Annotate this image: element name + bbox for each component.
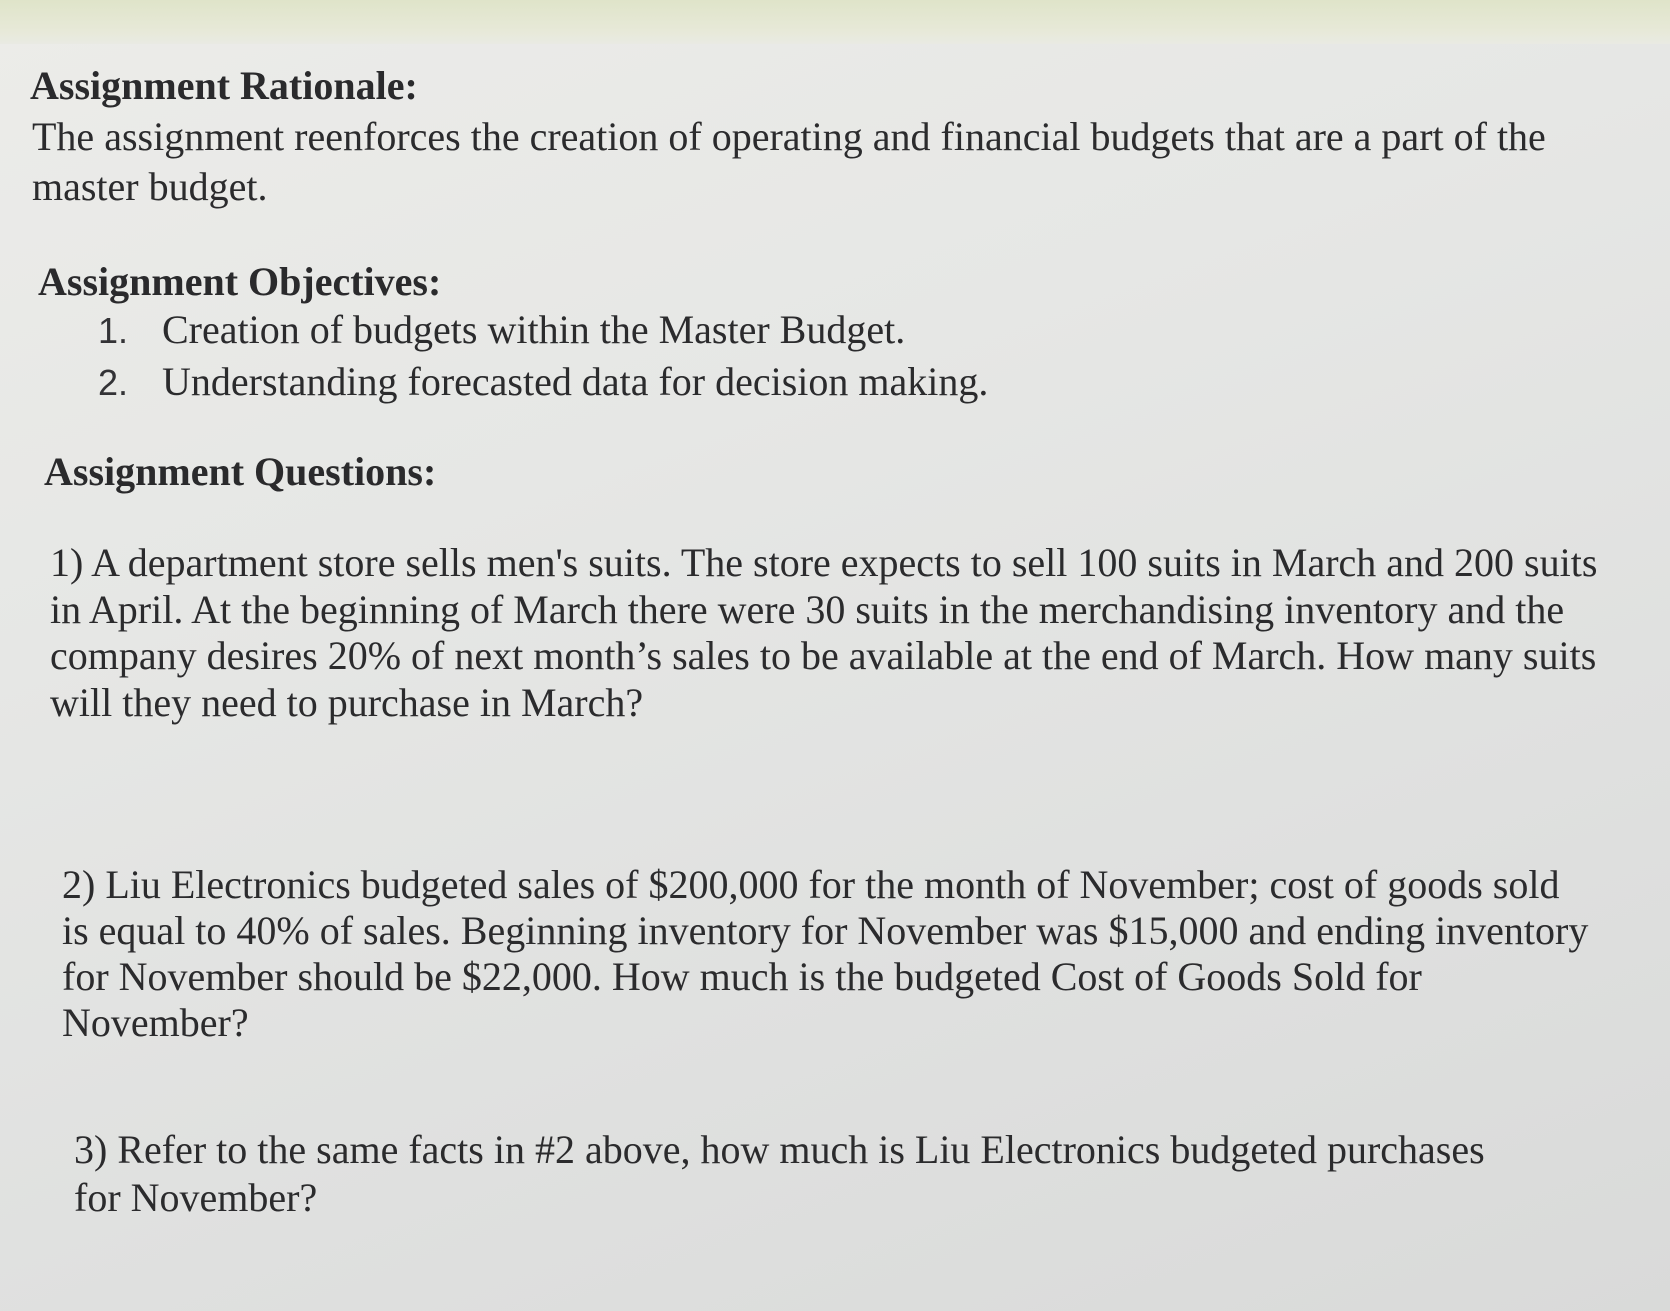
objective-item xyxy=(98,356,988,408)
objective-item xyxy=(98,304,988,356)
objective-text: Understanding forecasted data for decision making. xyxy=(162,359,989,404)
question-3: 3) Refer to the same facts in #2 above, how much is Liu Electronics budgeted purchases for November? xyxy=(74,1127,1485,1220)
objectives-heading: Assignment Objectives: xyxy=(38,259,442,304)
objective-text: Creation of budgets within the Master Budget. xyxy=(162,307,906,352)
question-2: 2) Liu Electronics budgeted sales of $200,000 for the month of November; cost of goods sold is equal to 40% of sales. Beginning inventory for November was $15,000 and ending inventory for November should be $22,000. How much is the budgeted Cost of Goods Sold for November? xyxy=(62,862,1589,1045)
rationale-text: The assignment reenforces the creation of operating and financial budgets that are a part of the master budget. xyxy=(32,114,1546,209)
objectives-list xyxy=(98,304,988,408)
rationale-heading: Assignment Rationale: xyxy=(30,63,418,108)
objective-number: 2. xyxy=(98,362,129,403)
question-1: 1) A department store sells men's suits. The store expects to sell 100 suits in March and 200 suits in April. At the beginning of March there were 30 suits in the merchandising inventory and the company desires 20% of next month’s sales to be available at the end of March. How many suits will they need to purchase in March? xyxy=(50,540,1598,725)
questions-heading: Assignment Questions: xyxy=(44,449,437,494)
objective-number: 1. xyxy=(98,310,129,351)
